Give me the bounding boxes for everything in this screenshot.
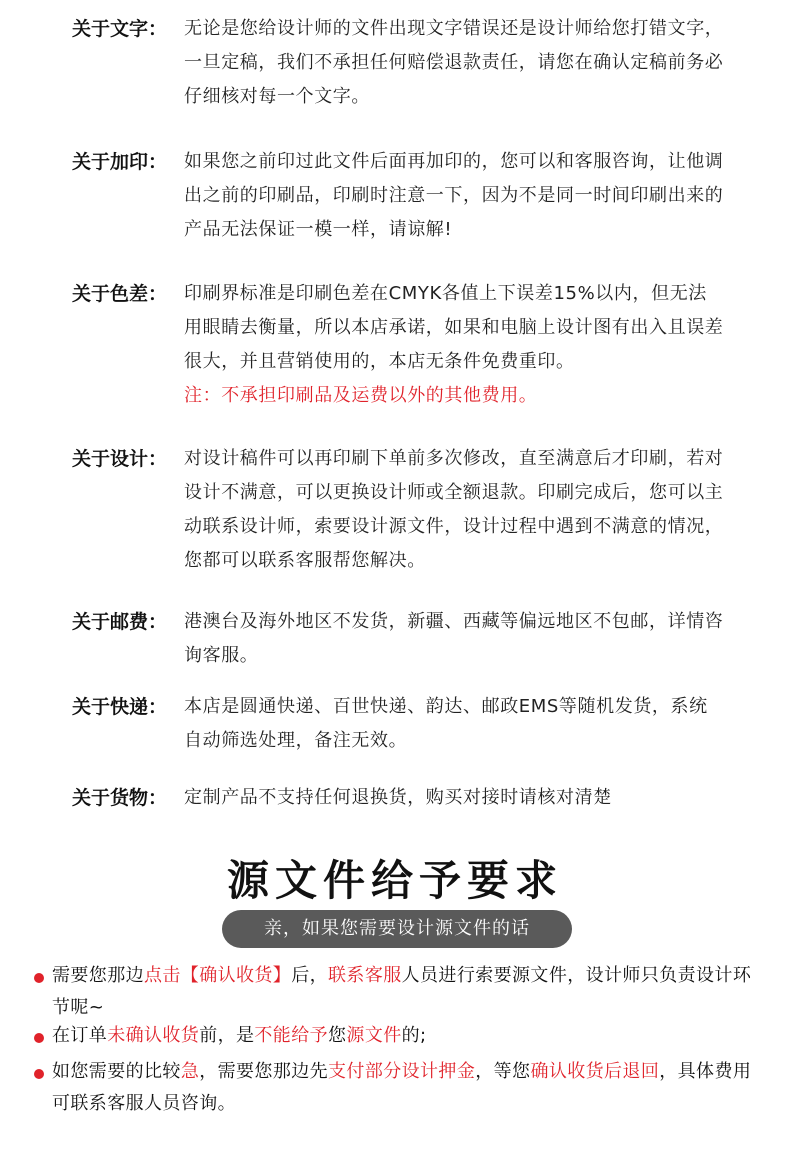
requirement-item (34, 1056, 764, 1120)
requirement-segment: 在订单 (52, 1025, 108, 1046)
notice-body: 如果您之前印过此文件后面再加印的，您可以和客服咨询，让他调出之前的印刷品，印刷时注意一下，因为不是同一时间印刷出来的产品无法保证一模一样，请谅解! (184, 151, 724, 240)
notice-label: 关于快递： (72, 696, 168, 718)
notice-courier (72, 690, 724, 758)
bullet-dot-icon (34, 973, 44, 983)
notice-reprint (72, 145, 724, 247)
requirement-segment: 需要您那边 (52, 965, 144, 986)
notice-shipping-fee (72, 605, 724, 673)
highlight-text: 不能给予 (254, 1025, 329, 1046)
notice-goods (72, 781, 744, 815)
requirement-segment: ，具体费用可联系客服人员咨询。 (52, 1061, 752, 1114)
notice-note: 注：不承担印刷品及运费以外的其他费用。 (184, 385, 538, 406)
notice-label: 关于货物： (72, 787, 168, 809)
requirement-segment: 人员进行索要源文件，设计师只负责设计环节呢~ (52, 965, 752, 1018)
notice-design (72, 442, 724, 578)
notice-text (72, 12, 724, 114)
notice-body: 港澳台及海外地区不发货，新疆、西藏等偏远地区不包邮，详情咨询客服。 (184, 611, 724, 666)
requirement-segment: 的; (401, 1025, 427, 1046)
requirement-segment: 如您需要的比较 (52, 1061, 181, 1082)
bullet-dot-icon (34, 1033, 44, 1043)
notice-text: 印刷界标准是印刷色差在CMYK各值上下误差15%以内，但无法用眼睛去衡量，所以本店承诺，如果和电脑上设计图有出入且误差很大，并且营销使用的，本店无条件免费重印。 (184, 283, 724, 372)
notice-body (184, 277, 724, 413)
notice-body: 本店是圆通快递、百世快递、韵达、邮政EMS等随机发货，系统自动筛选处理，备注无效。 (184, 696, 708, 751)
notice-label: 关于色差： (72, 283, 168, 305)
requirement-segment: 您 (328, 1025, 347, 1046)
notice-label: 关于加印： (72, 151, 168, 173)
notice-body: 无论是您给设计师的文件出现文字错误还是设计师给您打错文字，一旦定稿，我们不承担任何赔偿退款责任，请您在确认定稿前务必仔细核对每一个文字。 (184, 18, 724, 107)
highlight-text: 确认收货后退回 (530, 1061, 660, 1082)
requirement-segment: 前，是 (199, 1025, 255, 1046)
notice-body: 对设计稿件可以再印刷下单前多次修改，直至满意后才印刷，若对设计不满意，可以更换设计师或全额退款。印刷完成后，您可以主动联系设计师，索要设计源文件，设计过程中遇到不满意的情况，您都可以联系客服帮您解决。 (184, 448, 724, 571)
requirement-segment: ，等您 (475, 1061, 531, 1082)
bullet-dot-icon (34, 1069, 44, 1079)
requirement-item (34, 960, 764, 1024)
requirement-item (34, 1020, 764, 1052)
highlight-text: 支付部分设计押金 (328, 1061, 476, 1082)
highlight-text: 点击【确认收货】 (144, 965, 292, 986)
notice-body: 定制产品不支持任何退换货，购买对接时请核对清楚 (184, 787, 612, 808)
notice-label: 关于设计： (72, 448, 168, 470)
requirement-text (52, 1056, 764, 1120)
notice-color-difference (72, 277, 724, 413)
highlight-text: 源文件 (346, 1025, 402, 1046)
notice-label: 关于邮费： (72, 611, 168, 633)
requirement-text (52, 960, 764, 1024)
highlight-text: 急 (180, 1061, 200, 1082)
highlight-text: 联系客服 (328, 965, 402, 986)
requirement-segment: 后， (291, 965, 329, 986)
source-file-title: 源文件给予要求 (226, 856, 563, 905)
source-file-subtitle: 亲，如果您需要设计源文件的话 (222, 910, 572, 948)
requirement-segment: ，需要您那边先 (199, 1061, 329, 1082)
requirement-text (52, 1020, 427, 1052)
highlight-text: 未确认收货 (107, 1025, 200, 1046)
notice-label: 关于文字： (72, 18, 168, 40)
